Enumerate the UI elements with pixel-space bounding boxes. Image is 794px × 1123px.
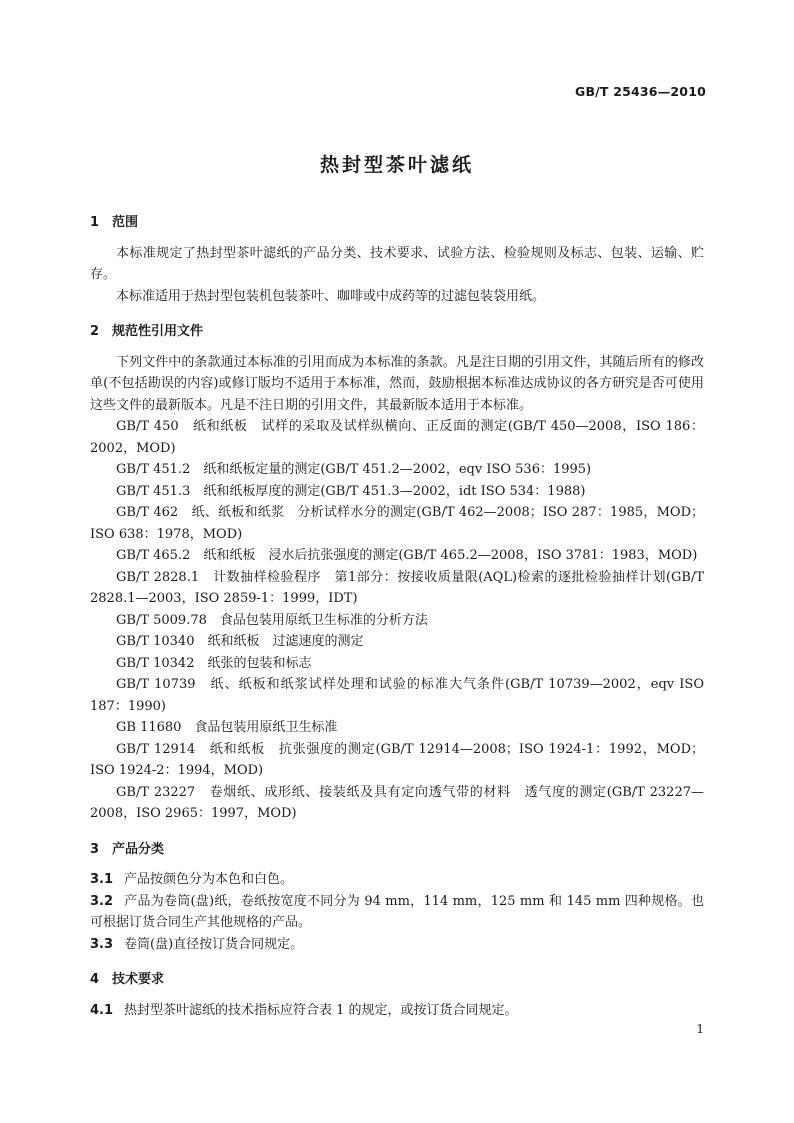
section-title: 产品分类 bbox=[112, 841, 165, 857]
section-heading-scope bbox=[90, 212, 704, 234]
section-number: 4 bbox=[90, 972, 100, 987]
section-title: 规范性引用文件 bbox=[112, 324, 204, 339]
clause bbox=[90, 869, 704, 891]
reference-item: GB/T 10342 纸张的包装和标志 bbox=[116, 655, 312, 671]
page-number: 1 bbox=[696, 1022, 704, 1036]
clause bbox=[90, 1000, 704, 1022]
reference-item: GB/T 5009.78 食品包装用原纸卫生标准的分析方法 bbox=[116, 612, 428, 628]
paragraph: 下列文件中的条款通过本标准的引用而成为本标准的条款。凡是注日期的引用文件，其随后所有的修改单(不包括勘误的内容)或修订版均不适用于本标准，然而，鼓励根据本标准达成协议的各方研究是否可使用这些文件的最新版本。凡是不注日期的引用文件，其最新版本适用于本标准。 bbox=[90, 354, 704, 413]
reference-item: GB/T 451.3 纸和纸板厚度的测定(GB/T 451.3—2002，idt ISO 534：1988) bbox=[116, 483, 586, 499]
reference-item: GB/T 10340 纸和纸板 过滤速度的测定 bbox=[116, 634, 364, 649]
paragraph: 本标准规定了热封型茶叶滤纸的产品分类、技术要求、试验方法、检验规则及标志、包装、运输、贮存。 bbox=[90, 245, 704, 282]
section-number: 2 bbox=[90, 324, 100, 339]
reference-item: GB/T 12914 纸和纸板 抗张强度的测定(GB/T 12914—2008；ISO 1924-1：1992，MOD；ISO 1924-2：1994，MOD) bbox=[90, 741, 704, 778]
section-number: 3 bbox=[90, 841, 100, 857]
paragraph: 本标准适用于热封型包装机包装茶叶、咖啡或中成药等的过滤包装袋用纸。 bbox=[116, 288, 546, 304]
section-heading-technical-requirements bbox=[90, 969, 704, 991]
section-heading-normative-references bbox=[90, 321, 704, 343]
section-number: 1 bbox=[90, 215, 100, 230]
clause-text: 热封型茶叶滤纸的技术指标应符合表 1 的规定，或按订货合同规定。 bbox=[124, 1002, 518, 1018]
reference-item: GB/T 23227 卷烟纸、成形纸、接装纸及具有定向透气带的材料 透气度的测定(GB/T 23227—2008，ISO 2965：1997，MOD) bbox=[90, 784, 704, 821]
reference-item: GB/T 450 纸和纸板 试样的采取及试样纵横向、正反面的测定(GB/T 450—2008，ISO 186：2002，MOD) bbox=[90, 419, 704, 456]
clause-number: 3.3 bbox=[90, 936, 114, 952]
document-body bbox=[90, 212, 704, 1021]
section-title: 技术要求 bbox=[112, 972, 165, 987]
section-title: 范围 bbox=[112, 215, 139, 230]
clause bbox=[90, 891, 704, 934]
document-title: 热封型茶叶滤纸 bbox=[319, 154, 474, 176]
clause-text: 卷筒(盘)直径按订货合同规定。 bbox=[124, 936, 304, 952]
reference-item: GB/T 451.2 纸和纸板定量的测定(GB/T 451.2—2002，eqv ISO 536：1995) bbox=[116, 462, 592, 477]
reference-item: GB/T 462 纸、纸板和纸浆 分析试样水分的测定(GB/T 462—2008；ISO 287：1985，MOD；ISO 638：1978，MOD) bbox=[90, 505, 704, 542]
clause-number: 3.2 bbox=[90, 893, 114, 909]
reference-item: GB/T 465.2 纸和纸板 浸水后抗张强度的测定(GB/T 465.2—2008，ISO 3781：1983，MOD) bbox=[116, 548, 698, 563]
standard-code: GB/T 25436—2010 bbox=[574, 84, 706, 99]
reference-item: GB/T 2828.1 计数抽样检验程序 第1部分：按接收质量限(AQL)检索的逐批检验抽样计划(GB/T 2828.1—2003，ISO 2859-1：1999，IDT) bbox=[90, 569, 704, 606]
reference-item: GB 11680 食品包装用原纸卫生标准 bbox=[116, 720, 338, 735]
clause bbox=[90, 934, 704, 956]
clause-number: 4.1 bbox=[90, 1002, 114, 1018]
section-heading-classification bbox=[90, 839, 704, 861]
clause-number: 3.1 bbox=[90, 872, 114, 887]
clause-text: 产品为卷筒(盘)纸，卷纸按宽度不同分为 94 mm，114 mm，125 mm 和 145 mm 四种规格。也可根据订货合同生产其他规格的产品。 bbox=[90, 893, 704, 930]
clause-text: 产品按颜色分为本色和白色。 bbox=[124, 872, 294, 887]
reference-item: GB/T 10739 纸、纸板和纸浆试样处理和试验的标准大气条件(GB/T 10739—2002，eqv ISO 187：1990) bbox=[90, 677, 704, 714]
